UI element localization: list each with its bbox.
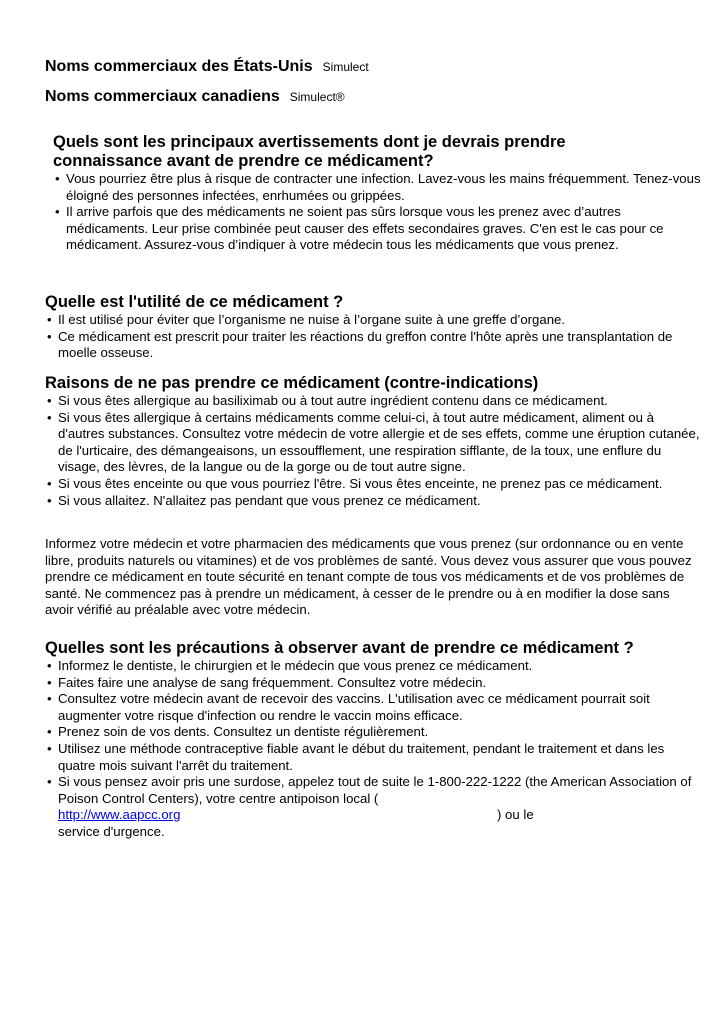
warnings-heading-line1: Quels sont les principaux avertissements dont je devrais prendre <box>53 133 566 151</box>
warnings-list <box>53 171 701 254</box>
contraindications-list <box>45 393 700 509</box>
us-brand-names <box>45 58 369 76</box>
canadian-brand-names <box>45 88 345 106</box>
canadian-brand-label: Noms commerciaux canadiens <box>45 88 280 105</box>
usage-section <box>45 293 700 362</box>
warnings-heading-line2: connaissance avant de prendre ce médicament? <box>53 152 434 170</box>
aapcc-link[interactable]: http://www.aapcc.org <box>58 807 181 823</box>
poison-after-link: ) ou le <box>497 807 534 823</box>
warnings-heading <box>53 133 701 171</box>
poison-end-text: service d'urgence. <box>58 823 165 839</box>
precautions-section <box>45 639 700 841</box>
info-paragraph: Informez votre médecin et votre pharmacien des médicaments que vous prenez (sur ordonnance ou en vente libre, produits naturels ou vitamines) et de vos problèmes de santé. Vous devez vous assurer que vous pouvez prendre ce médicament en toute sécurité en tenant compte de tous vos médicaments et de vos problèmes de santé. Ne commencez pas à prendre un médicament, à cesser de le prendre ou à en modifier la dose sans avoir vérifié au préalable avec votre médecin. <box>45 536 692 618</box>
contraindications-section <box>45 374 700 509</box>
list-item: • Prenez soin de vos dents. Consultez un dentiste régulièrement. <box>45 724 700 741</box>
us-brand-value: Simulect <box>322 60 369 74</box>
precautions-heading: Quelles sont les précautions à observer avant de prendre ce médicament ? <box>45 639 634 657</box>
list-item: • Informez le dentiste, le chirurgien et le médecin que vous prenez ce médicament. <box>45 658 700 675</box>
list-item: • Il arrive parfois que des médicaments ne soient pas sûrs lorsque vous les prenez avec d’autres médicaments. Leur prise combinée peut causer des effets secondaires graves. C'en est le cas pour ce médicament. Assurez-vous d’indiquer à votre médecin tous les médicaments que vous prenez. <box>53 204 701 254</box>
list-item: • Utilisez une méthode contraceptive fiable avant le début du traitement, pendant le traitement et dans les quatre mois suivant l'arrêt du traitement. <box>45 741 700 774</box>
list-item: • Consultez votre médecin avant de recevoir des vaccins. L'utilisation avec ce médicament pourrait soit augmenter votre risque d'infection ou rendre le vaccin moins efficace. <box>45 691 700 724</box>
precautions-list <box>45 658 700 841</box>
list-item: • Si vous êtes allergique à certains médicaments comme celui-ci, à tout autre médicament, aliment ou à d'autres substances. Consultez votre médecin de votre allergie et de ses effets, comme une éruption cutanée, de l'urticaire, des démangeaisons, un essoufflement, une respiration sifflante, de la toux, une enflure du visage, des lèvres, de la langue ou de la gorge ou de tout autre signe. <box>45 410 700 476</box>
list-item: • Faites faire une analyse de sang fréquemment. Consultez votre médecin. <box>45 675 700 692</box>
list-item: • Si vous allaitez. N'allaitez pas pendant que vous prenez ce médicament. <box>45 493 700 510</box>
poison-control-item <box>45 774 700 840</box>
list-item: • Si vous êtes enceinte ou que vous pourriez l'être. Si vous êtes enceinte, ne prenez pas ce médicament. <box>45 476 700 493</box>
usage-heading: Quelle est l'utilité de ce médicament ? <box>45 293 344 311</box>
list-item: • Il est utilisé pour éviter que l’organisme ne nuise à l’organe suite à une greffe d’organe. <box>45 312 700 329</box>
poison-link-line <box>58 807 700 824</box>
list-item: • Vous pourriez être plus à risque de contracter une infection. Lavez-vous les mains fréquemment. Tenez-vous éloigné des personnes infectées, enrhumées ou grippées. <box>53 171 701 204</box>
list-item: • Ce médicament est prescrit pour traiter les réactions du greffon contre l'hôte après une transplantation de moelle osseuse. <box>45 329 700 362</box>
contraindications-heading: Raisons de ne pas prendre ce médicament (contre-indications) <box>45 374 539 392</box>
warnings-section <box>53 133 701 254</box>
canadian-brand-value: Simulect® <box>289 90 345 104</box>
usage-list <box>45 312 700 362</box>
us-brand-label: Noms commerciaux des États-Unis <box>45 58 313 75</box>
list-item: • Si vous êtes allergique au basiliximab ou à tout autre ingrédient contenu dans ce médicament. <box>45 393 700 410</box>
poison-control-text: Si vous pensez avoir pris une surdose, appelez tout de suite le 1-800-222-1222 (the American Association of Poison Control Centers), votre centre antipoison local ( <box>58 774 692 806</box>
